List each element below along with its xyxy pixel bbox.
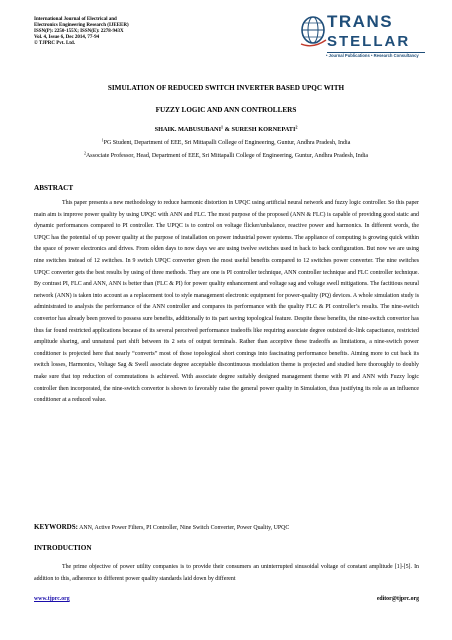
keywords-text: ANN, Active Power Filters, PI Controller, Nine Switch Converter, Power Quality, UPQC	[77, 525, 290, 531]
affiliation-2-sup: 2	[83, 150, 86, 156]
introduction-body	[34, 562, 419, 585]
logo-text-stellar: STELLAR	[327, 33, 411, 50]
paper-title-line-1: SIMULATION OF REDUCED SWITCH INVERTER BASED UPQC WITH	[107, 84, 345, 92]
author-2-sup: 2	[295, 124, 298, 130]
journal-line: ISSN(P): 2250-155X; ISSN(E): 2278-943X	[34, 29, 124, 35]
logo-tagline: • Journal Publications • Research Consultancy	[326, 53, 419, 58]
author-line	[0, 126, 452, 133]
journal-line: Electronics Engineering Research (IJEEER)	[34, 23, 129, 29]
abstract-heading: ABSTRACT	[34, 184, 74, 192]
affiliation-1	[0, 137, 452, 146]
affiliation-2	[0, 150, 452, 159]
footer-email: editor@tjprc.org	[376, 596, 419, 602]
globe-icon	[300, 13, 327, 53]
affiliation-1-sup: 1	[101, 137, 104, 143]
footer-website-link[interactable]: www.tjprc.org	[34, 596, 70, 602]
publisher-logo	[300, 13, 426, 63]
author-1: SHAIK. MABUSUBANI	[154, 126, 222, 133]
abstract-text: This paper presents a new methodology to reduce harmonic distortion in UPQC using artificial neural network and fuzzy logic controller. So this paper main aim is improve power quality by using UPQC with ANN and FLC. The most purpose of the proposed (ANN & FLC) is capable of providing good static and dynamic performances compared to PI controller. The UPQC is to control on voltage flicker/unbalance, reactive power and harmonics. In different words, the UPQC has the potential of up power quality at the purpose of installation on power industrial power systems. The appliance of computing is growing quick within the space of power electronics and drives. From olden days to now days we are using twelve switches used in back to back configuration. But now we are using nine switches instead of 12 switches. In 9 switch UPQC converter given the most useful benefits compared to 12 switches power converter. The nine switches UPQC converter gets the best results by using of three methods. They are one is PI controller technique, ANN controller technique and FLC controller technique. By contrast PI, FLC and ANN, ANN is better than (FLC & PI) for power quality enhancement and voltage sag and voltage swell mitigations. The factitious neural network (ANN) is taken into account as a replacement tool to style management electronic equipment for power-quality (PQ) devices. A whole simulation study is administrated to analysis the performance of the ANN controller and compares its performance with the quality FLC & PI controller’s results. The nine-switch convertor has already been proved to possess sure benefits, additionally to its part saving topological feature. Despite these benefits, the nine-switch convertor has thus far found restricted applications because of its several perceived performance tradeoffs like requiring associate degree outsized dc-link capacitance, restricted amplitude sharing, and unnatural part shift between its 2 sets of output terminals. Rather than acceptive these tradeoffs as limitations, a nine-switch power conditioner is projected here that nearly “converts” most of those topological short comings into fascinating performance benefits. Aiming more to cut back its switch losses, Harmonics, Voltage Sag & Swell associate degree acceptable discontinuous modulation theme is projected and studied here thoroughly to doubly make sure that top reduction of commutations is achieved. With associate degree suitably designed management theme with PI and ANN with Fuzzy logic controller then incorporated, the nine-switch convertor is shown to favorably raise the general power quality in Simulation, thus justifying its role as an influence conditioner at a reduced value.	[34, 200, 419, 404]
affiliation-1-text: PG Student, Department of EEE, Sri Mittapalli College of Engineering, Guntur, Andhra Pradesh, India	[103, 140, 351, 146]
paper-title-line-2: FUZZY LOGIC AND ANN CONTROLLERS	[155, 106, 297, 114]
journal-line: International Journal of Electrical and	[34, 17, 117, 22]
abstract-body	[34, 198, 419, 407]
journal-info	[34, 17, 234, 47]
logo-text-trans: TRANS	[327, 12, 394, 31]
keywords-label: KEYWORDS:	[34, 523, 78, 531]
journal-line: © TJPRC Pvt. Ltd.	[34, 41, 76, 47]
author-1-sup: 1	[221, 124, 224, 130]
introduction-text: The prime objective of power utility companies is to provide their consumers an uninterrupted sinusoidal voltage of constant amplitude [1]-[5]. In addition to this, adherence to different power quality standards laid down by different	[34, 564, 419, 582]
author-separator: &	[223, 126, 232, 133]
journal-line: Vol. 4, Issue 6, Dec 2014, 77-94	[34, 35, 100, 41]
introduction-heading: INTRODUCTION	[34, 544, 92, 552]
author-2: SURESH KORNEPATI	[231, 126, 296, 133]
affiliation-2-text: Associate Professor, Head, Department of EEE, Sri Mittapalli College of Engineering, Guntur, Andhra Pradesh, India	[85, 153, 369, 159]
keywords-line	[34, 523, 289, 531]
